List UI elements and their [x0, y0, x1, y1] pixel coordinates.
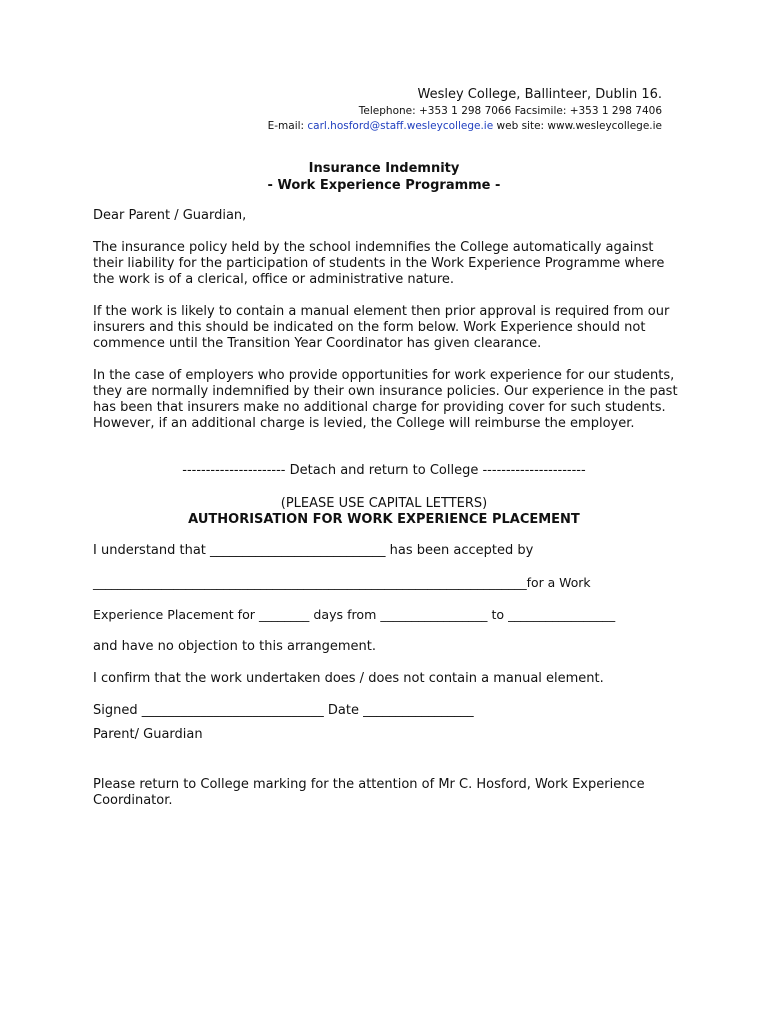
website-text: web site: www.wesleycollege.ie: [493, 120, 662, 132]
document-subtitle: - Work Experience Programme -: [267, 178, 501, 193]
form-instruction: (PLEASE USE CAPITAL LETTERS): [280, 496, 488, 511]
form-line-employer: ______________________________________________________________________for a Work: [93, 575, 591, 590]
salutation: Dear Parent / Guardian,: [93, 208, 247, 223]
telephone-line: Telephone: +353 1 298 7066 Facsimile: +353 1 298 7406: [358, 105, 662, 117]
signature-role: Parent/ Guardian: [93, 727, 203, 742]
paragraph-1: The insurance policy held by the school indemnifies the College automatically against their liability for the participation of students in the Work Experience Programme where the work is of a clerical, office or administrative nature.: [93, 240, 665, 287]
signature-line: Signed ____________________________ Date _________________: [93, 703, 474, 718]
paragraph-2: If the work is likely to contain a manual element then prior approval is required from our insurers and this should be indicated on the form below. Work Experience should not commence until the Transition Year Coordinator has given clearance.: [93, 304, 670, 351]
form-line-student: I understand that ___________________________ has been accepted by: [93, 543, 534, 558]
detach-line: ---------------------- Detach and return to College ----------------------: [182, 463, 586, 478]
paragraph-3: In the case of employers who provide opportunities for work experience for our students, they are normally indemnified by their own insurance policies. Our experience in the past has been that insurers make no additional charge for providing cover for such students. However, if an additional charge is levied, the College will reimburse the employer.: [93, 368, 678, 431]
email-link[interactable]: carl.hosford@staff.wesleycollege.ie: [307, 120, 494, 132]
letterhead: [268, 86, 662, 134]
email-label: E-mail:: [267, 120, 308, 132]
form-line-dates: Experience Placement for ________ days from _________________ to _________________: [93, 607, 616, 622]
form-heading: AUTHORISATION FOR WORK EXPERIENCE PLACEMENT: [188, 512, 580, 527]
document-title: Insurance Indemnity: [308, 161, 460, 176]
contact-line: [268, 119, 662, 134]
return-note: Please return to College marking for the attention of Mr C. Hosford, Work Experience Coordinator.: [93, 777, 645, 808]
college-address: Wesley College, Ballinteer, Dublin 16.: [417, 87, 662, 102]
form-line-manual-element: I confirm that the work undertaken does / does not contain a manual element.: [93, 671, 604, 686]
form-line-no-objection: and have no objection to this arrangement.: [93, 639, 376, 654]
